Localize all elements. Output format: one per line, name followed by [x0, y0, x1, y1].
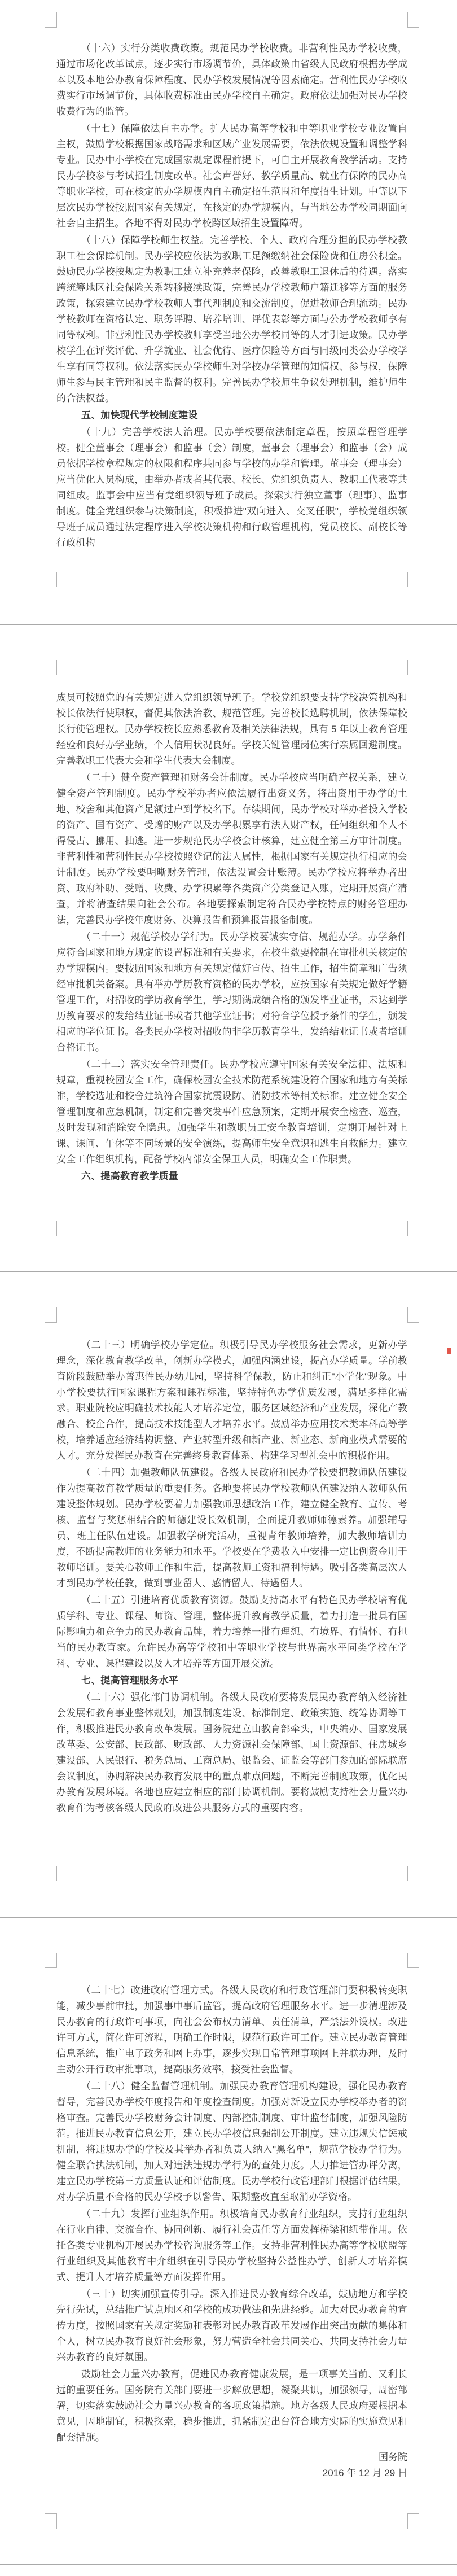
margin-corner-mark [407, 660, 419, 675]
paragraph: （三十）切实加强宣传引导。深入推进民办教育综合改革，鼓励地方和学校先行先试，总结推广试点地区和学校的成功做法和先进经验。加大对民办教育的宣传力度，按照国家有关规定奖励和表彰对民办教育改革发展作出突出贡献的集体和个人，树立民办教育良好社会形象，努力营造全社会共同关心、共同支持社会力量兴办教育的良好氛围。 [56, 2289, 407, 2363]
paragraph: （二十二）落实安全管理责任。民办学校应遵守国家有关安全法律、法规和规章，重视校园安全工作，确保校园安全技术防范系统建设符合国家和地方有关标准，学校选址和校舍建筑符合国家抗震设防、消防技术等相关标准。建立健全安全管理制度和应急机制，制定和完善突发事件应急预案，定期开展安全检查、巡查，及时发现和消除安全隐患。加强学生和教职员工安全教育培训，定期开展针对上课、课间、午休等不同场景的安全演练，提高师生安全意识和逃生自救能力。建立安全工作组织机构，配备学校内部安全保卫人员，明确安全工作职责。 [56, 1059, 407, 1165]
signature: 国务院 [379, 2452, 407, 2463]
page-text-area [56, 1983, 407, 2514]
margin-corner-mark [45, 1221, 57, 1236]
margin-corner-mark [407, 572, 419, 587]
paragraph: 鼓励社会力量兴办教育，促进民办教育健康发展，是一项事关当前、又利长远的重要任务。国务院有关部门要进一步解放思想，凝聚共识，加强领导，周密部署，切实落实鼓励社会力量兴办教育的各项政策措施。地方各级人民政府要根据本意见，因地制宜，积极探索，稳步推进，抓紧制定出台符合地方实际的实施意见和配套措施。 [56, 2369, 407, 2443]
margin-corner-mark [45, 1953, 57, 1968]
paragraph: （二十八）健全监督管理机制。加强民办教育管理机构建设，强化民办教育督导，完善民办学校年度报告和年度检查制度。加强对新设立民办学校举办者的资格审查。完善民办学校财务会计制度、内部控制制度、审计监督制度，加强风险防范。推进民办教育信息公开，建立民办学校信息强制公开制度。建立违规失信惩戒机制，将违规办学的学校及其举办者和负责人纳入"黑名单"，规范学校办学行为。健全联合执法机制，加大对违法违规办学行为的查处力度。大力推进管办评分离，建立民办学校第三方质量认证和评估制度。民办学校行政管理部门根据评估结果，对办学质量不合格的民办学校予以警告、限期整改直至取消办学资格。 [56, 2081, 407, 2202]
annotation-marker [447, 1348, 451, 1354]
paragraph: 成员可按照党的有关规定进入党组织领导班子。学校党组织要支持学校决策机构和校长依法行使职权，督促其依法治教、规范管理。完善校长选聘机制，依法保障校长行使管理权。民办学校校长应熟悉教育及相关法律法规，具有 5 年以上教育管理经验和良好办学业绩，个人信用状况良好。学校关键管理岗位实行亲属回避制度。完善教职工代表大会和学生代表大会制度。 [56, 692, 407, 766]
paragraph: （二十五）引进培育优质教育资源。鼓励支持高水平有特色民办学校培育优质学科、专业、课程、师资、管理，整体提升教育教学质量，着力打造一批具有国际影响力和竞争力的民办教育品牌，着力培养一批有理想、有境界、有情怀、有担当的民办教育家。允许民办高等学校和中等职业学校与世界高水平同类学校在学科、专业、课程建设以及人才培养等方面开展交流。 [56, 1595, 407, 1669]
section-heading: 七、提高管理服务水平 [81, 1675, 178, 1686]
paragraph: （十九）完善学校法人治理。民办学校要依法制定章程，按照章程管理学校。健全董事会（理事会）和监事（会）制度，董事会（理事会）和监事（会）成员依据学校章程规定的权限和程序共同参与学校的办学和管理。董事会（理事会）应当优化人员构成，由举办者或者其代表、校长、党组织负责人、教职工代表等共同组成。监事会中应当有党组织领导班子成员。探索实行独立董事（理事）、监事制度。健全党组织参与决策制度，积极推进"双向进入、交叉任职"，学校党组织领导班子成员通过法定程序进入学校决策机构和行政管理机构，党员校长、副校长等行政机构 [56, 427, 407, 548]
margin-corner-mark [45, 660, 57, 675]
margin-corner-mark [45, 1866, 57, 1881]
next-page-top-strip [0, 2564, 457, 2576]
paragraph: （十七）保障依法自主办学。扩大民办高等学校和中等职业学校专业设置自主权，鼓励学校根据国家战略需求和区域产业发展需要，依法依规设置和调整学科专业。民办中小学校在完成国家规定课程前提下，可自主开展教育教学活动。支持民办学校参与考试招生制度改革。社会声誉好、教学质量高、就业有保障的民办高等职业学校，可在核定的办学规模内自主确定招生范围和年度招生计划。中等以下层次民办学校按照国家有关规定，在核定的办学规模内，与当地公办学校同期面向社会自主招生。各地不得对民办学校跨区域招生设置障碍。 [56, 123, 407, 229]
document-page-3 [0, 1271, 457, 1917]
document-page-1 [0, 0, 457, 624]
margin-corner-mark [407, 1866, 419, 1881]
section-heading: 六、提高教育教学质量 [81, 1171, 178, 1182]
margin-corner-mark [45, 1307, 57, 1323]
signature-date: 2016 年 12 月 29 日 [322, 2468, 407, 2478]
margin-corner-mark [45, 12, 57, 28]
page-text-area [56, 1337, 407, 1867]
margin-corner-mark [407, 2513, 419, 2529]
document-page-2 [0, 624, 457, 1271]
paragraph: （二十七）改进政府管理方式。各级人民政府和行政管理部门要积极转变职能，减少事前审批，加强事中事后监管，提高政府管理服务水平。进一步清理涉及民办教育的行政许可事项，向社会公布权力清单、责任清单，严禁法外设权。改进许可方式，简化许可流程，明确工作时限，规范行政许可工作。建立民办教育管理信息系统，推广电子政务和网上办事，逐步实现日常管理事项网上并联办理，及时主动公开行政审批事项，提高服务效率，接受社会监督。 [56, 1985, 407, 2075]
document-page-4 [0, 1917, 457, 2564]
paragraph: （十六）实行分类收费政策。规范民办学校收费。非营利性民办学校收费，通过市场化改革试点，逐步实行市场调节价，具体政策由省级人民政府根据办学成本以及本地公办教育保障程度、民办学校发展情况等因素确定。营利性民办学校收费实行市场调节价，具体收费标准由民办学校自主确定。政府依法加强对民办学校收费行为的监管。 [56, 43, 407, 117]
margin-corner-mark [45, 572, 57, 587]
section-heading: 五、加快现代学校制度建设 [81, 410, 198, 421]
paragraph: （二十四）加强教师队伍建设。各级人民政府和民办学校要把教师队伍建设作为提高教育教学质量的重要任务。各地要将民办学校教师队伍建设纳入教师队伍建设整体规划。民办学校要着力加强教师思想政治工作，建立健全教育、宣传、考核、监督与奖惩相结合的师德建设长效机制，全面提升教师师德素养。加强辅导员、班主任队伍建设。加强教学研究活动，重视青年教师培养，加大教师培训力度，不断提高教师的业务能力和水平。学校要在学费收入中安排一定比例资金用于教师培训。要关心教师工作和生活，提高教师工资和福利待遇。吸引各类高层次人才到民办学校任教，做到事业留人、感情留人、待遇留人。 [56, 1467, 407, 1589]
paragraph: （二十六）强化部门协调机制。各级人民政府要将发展民办教育纳入经济社会发展和教育事业整体规划，加强制度建设、标准制定、政策实施、统筹协调等工作，积极推进民办教育改革发展。国务院建立由教育部牵头，中央编办、国家发展改革委、公安部、民政部、财政部、人力资源社会保障部、国土资源部、住房城乡建设部、人民银行、税务总局、工商总局、银监会、证监会等部门参加的部际联席会议制度，协调解决民办教育发展中的重点难点问题，不断完善制度政策，优化民办教育发展环境。各地也应建立相应的部门协调机制。要将鼓励支持社会力量兴办教育作为考核各级人民政府改进公共服务方式的重要内容。 [56, 1692, 407, 1813]
margin-corner-mark [407, 1307, 419, 1323]
margin-corner-mark [407, 1953, 419, 1968]
page-text-area [56, 41, 407, 574]
paragraph: （二十三）明确学校办学定位。积极引导民办学校服务社会需求，更新办学理念，深化教育教学改革，创新办学模式，加强内涵建设，提高办学质量。学前教育阶段鼓励举办普惠性民办幼儿园，坚持科学保教，防止和纠正"小学化"现象。中小学校要执行国家课程方案和课程标准，坚持特色办学优质发展，满足多样化需求。职业院校应明确技术技能人才培养定位，服务区域经济和产业发展，深化产教融合、校企合作，提高技术技能型人才培养水平。鼓励举办应用技术类本科高等学校，培养适应经济结构调整、产业转型升级和新产业、新业态、新商业模式需要的人才。充分发挥民办教育在完善终身教育体系、构建学习型社会中的积极作用。 [56, 1340, 407, 1461]
margin-corner-mark [407, 12, 419, 28]
paragraph: （二十一）规范学校办学行为。民办学校要诚实守信、规范办学。办学条件应符合国家和地方规定的设置标准和有关要求，在校生数要控制在审批机关核定的办学规模内。要按照国家和地方有关规定做好宣传、招生工作，招生简章和广告须经审批机关备案。具有举办学历教育资格的民办学校，应按国家有关规定做好学籍管理工作，对招收的学历教育学生，学习期满成绩合格的颁发毕业证书，未达到学历教育要求的发给结业证书或者其他学业证书；对符合学位授予条件的学生，颁发相应的学位证书。各类民办学校对招收的非学历教育学生，发给结业证书或者培训合格证书。 [56, 931, 407, 1053]
paragraph: （二十）健全资产管理和财务会计制度。民办学校应当明确产权关系，建立健全资产管理制度。民办学校举办者应依法履行出资义务，将出资用于办学的土地、校舍和其他资产足额过户到学校名下。存续期间，民办学校对举办者投入学校的资产、国有资产、受赠的财产以及办学积累享有法人财产权，任何组织和个人不得侵占、挪用、抽逃。进一步规范民办学校会计核算，建立健全第三方审计制度。非营利性和营利性民办学校按照登记的法人属性，根据国家有关规定执行相应的会计制度。民办学校要明晰财务管理，依法设置会计账簿。民办学校应将举办者出资、政府补助、受赠、收费、办学积累等各类资产分类登记入账，定期开展资产清查，并将清查结果向社会公布。各地要探索制定符合民办学校特点的财务管理办法，完善民办学校年度财务、决算报告和预算报告报备制度。 [56, 772, 407, 925]
margin-corner-mark [407, 1221, 419, 1236]
page-text-area [56, 690, 407, 1222]
margin-corner-mark [45, 2513, 57, 2529]
paragraph: （十八）保障学校师生权益。完善学校、个人、政府合理分担的民办学校教职工社会保障机制。民办学校应依法为教职工足额缴纳社会保险费和住房公积金。鼓励民办学校按规定为教职工建立补充养老保险，改善教职工退休后的待遇。落实跨统筹地区社会保险关系转移接续政策，完善民办学校教师户籍迁移等方面的服务政策，探索建立民办学校教师人事代理制度和交流制度，促进教师合理流动。民办学校教师在资格认定、职务评聘、培养培训、评优表彰等方面与公办学校教师享有同等权利。非营利性民办学校教师享受当地公办学校同等的人才引进政策。民办学校学生在评奖评优、升学就业、社会优待、医疗保险等方面与同级同类公办学校学生享有同等权利。依法落实民办学校师生对学校办学管理的知情权、参与权，保障师生参与民主管理和民主监督的权利。完善民办学校师生争议处理机制，维护师生的合法权益。 [56, 235, 407, 404]
paragraph: （二十九）发挥行业组织作用。积极培育民办教育行业组织，支持行业组织在行业自律、交流合作、协同创新、履行社会责任等方面发挥桥梁和纽带作用。依托各类专业机构开展民办学校咨询服务等工作。支持非营利性民办高等学校联盟等行业组织及其他教育中介组织在引导民办学校坚持公益性办学、创新人才培养模式、提升人才培养质量等方面发挥作用。 [56, 2208, 407, 2282]
